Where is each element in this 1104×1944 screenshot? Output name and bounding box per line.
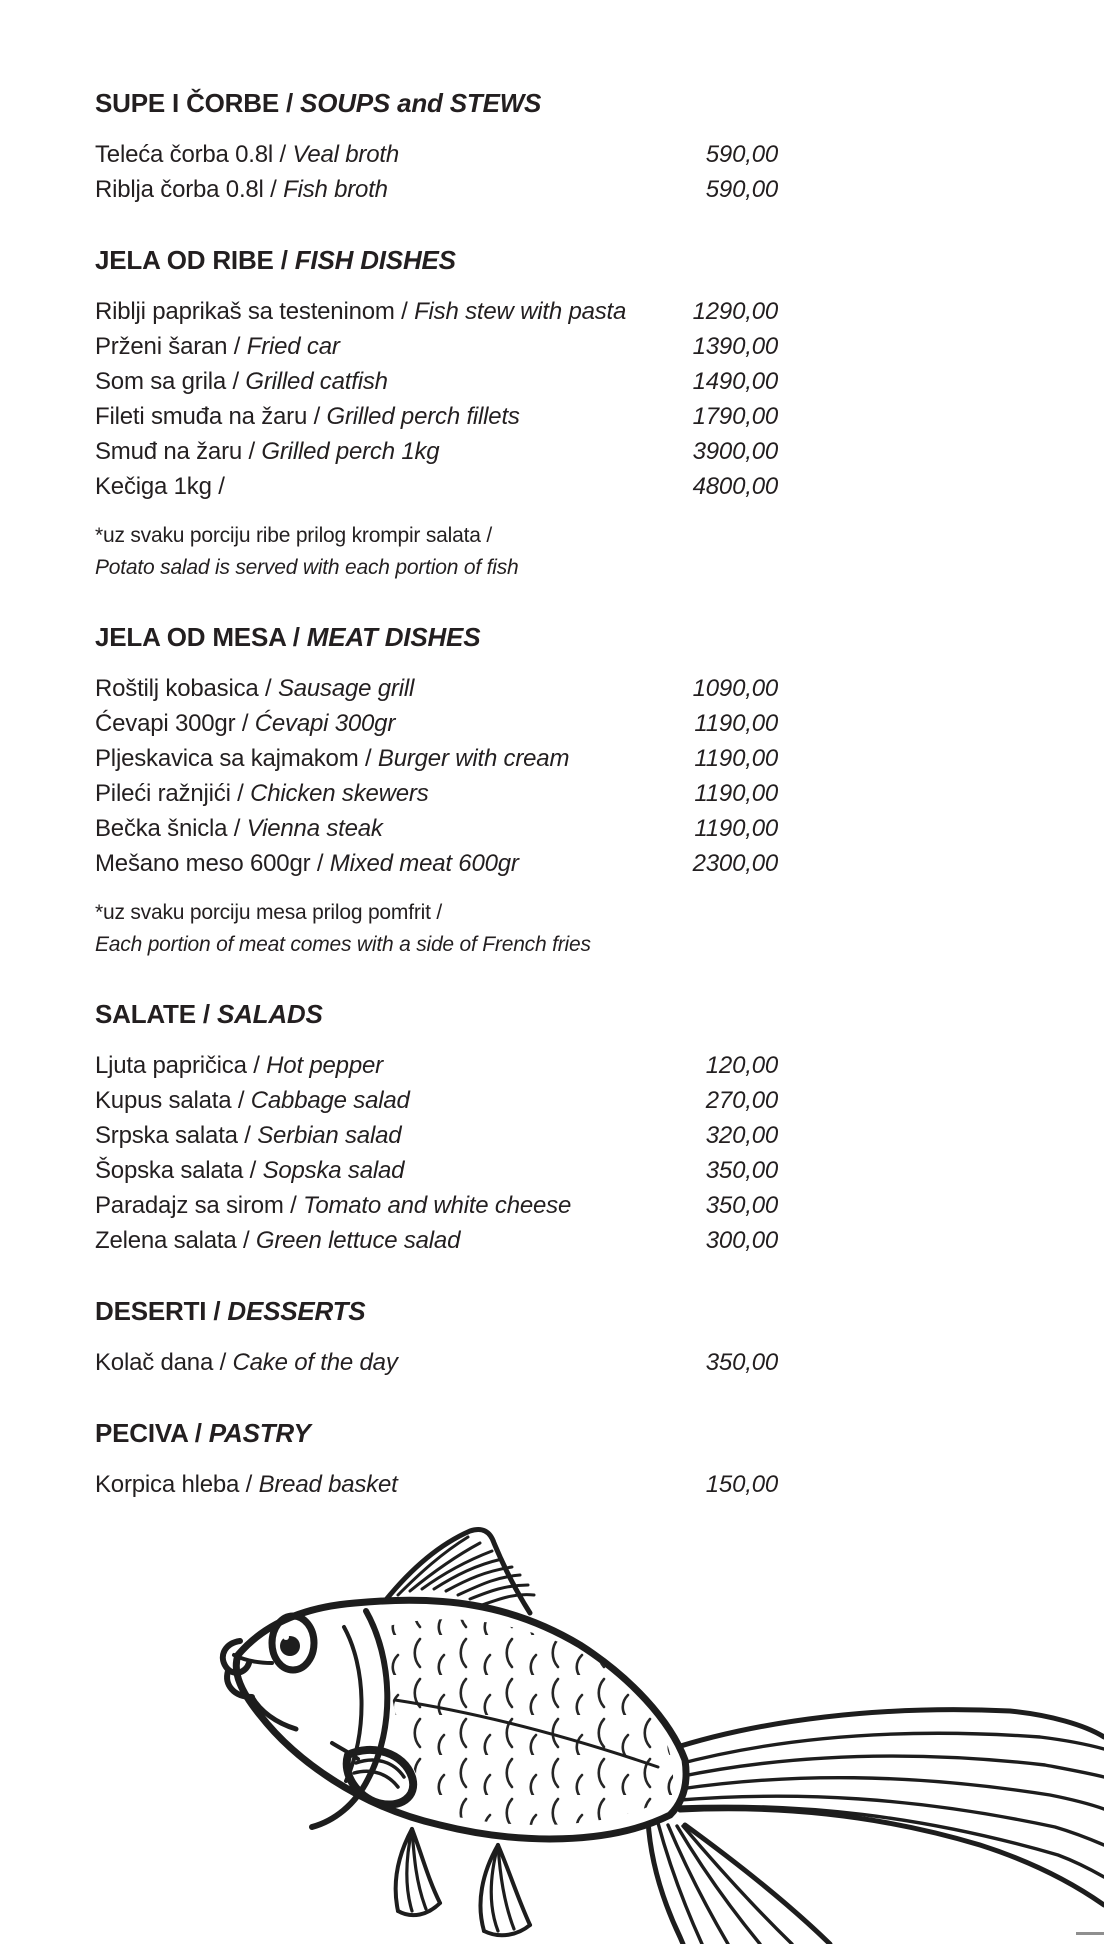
title-separator: /: [278, 88, 301, 118]
section-items: [95, 1345, 778, 1380]
menu-item-name: [95, 364, 666, 399]
section-title-english: PASTRY: [208, 1418, 311, 1448]
menu-item-name: [95, 811, 666, 846]
item-separator: /: [394, 298, 415, 325]
item-separator: /: [227, 815, 247, 842]
note-serbian: *uz svaku porciju ribe prilog krompir salata /: [95, 524, 492, 547]
item-separator: /: [273, 141, 293, 168]
item-name-english: Vienna steak: [246, 815, 383, 842]
menu-item-price: 350,00: [705, 1157, 778, 1184]
item-separator: /: [236, 1227, 256, 1254]
menu-item-price: 320,00: [705, 1122, 778, 1149]
item-separator: /: [239, 1471, 259, 1498]
item-separator: /: [263, 176, 284, 203]
menu-section: [95, 86, 778, 207]
menu-item-row: [95, 706, 778, 741]
menu-item-price: 1190,00: [694, 780, 778, 807]
item-name-serbian: Roštilj kobasica: [95, 675, 259, 702]
item-separator: /: [246, 1052, 267, 1079]
menu-item-price: 120,00: [705, 1052, 778, 1079]
menu-item-name: [95, 1188, 666, 1223]
item-separator: /: [243, 1157, 263, 1184]
menu-item-price: 4800,00: [692, 473, 778, 500]
section-title: [95, 620, 778, 654]
item-name-english: Tomato and white cheese: [303, 1192, 572, 1219]
menu-section: [95, 620, 778, 961]
menu-item-name: [95, 1345, 666, 1380]
menu-item-price: 1490,00: [692, 368, 778, 395]
menu-item-name: [95, 434, 666, 469]
section-title-serbian: JELA OD RIBE: [95, 245, 274, 275]
item-name-serbian: Ćevapi 300gr: [95, 710, 236, 737]
section-title-serbian: JELA OD MESA: [95, 622, 286, 652]
item-name-english: Green lettuce salad: [255, 1227, 461, 1254]
menu-item-price: 1790,00: [692, 403, 778, 430]
item-name-english: Bread basket: [258, 1471, 398, 1498]
fish-line-art-svg: [180, 1515, 1104, 1944]
menu-item-name: [95, 741, 666, 776]
item-name-english: Fish stew with pasta: [414, 298, 627, 325]
menu-item-name: [95, 294, 666, 329]
menu-item-row: [95, 811, 778, 846]
item-separator: /: [242, 438, 262, 465]
menu-item-name: [95, 706, 666, 741]
note-english: Each portion of meat comes with a side of French fries: [95, 933, 591, 956]
menu-item-row: [95, 1223, 778, 1258]
section-title: [95, 1294, 778, 1328]
menu-item-row: [95, 846, 778, 881]
title-separator: /: [195, 999, 217, 1029]
note-serbian: *uz svaku porciju mesa prilog pomfrit /: [95, 901, 443, 924]
item-name-english: Grilled perch 1kg: [261, 438, 440, 465]
section-note: [95, 897, 778, 961]
section-items: [95, 137, 778, 207]
menu-item-row: [95, 172, 778, 207]
menu-item-name: [95, 1048, 666, 1083]
menu-item-name: [95, 1223, 666, 1258]
section-title-serbian: PECIVA: [95, 1418, 188, 1448]
item-name-serbian: Mešano meso 600gr: [95, 850, 311, 877]
note-english: Potato salad is served with each portion of fish: [95, 556, 519, 579]
section-note: [95, 520, 778, 584]
menu-item-price: 150,00: [705, 1471, 778, 1498]
item-name-serbian: Teleća čorba 0.8l: [95, 141, 274, 168]
menu-section: [95, 1416, 778, 1502]
menu-item-name: [95, 469, 666, 504]
item-name-english: Sausage grill: [277, 675, 415, 702]
item-name-english: Sopska salad: [262, 1157, 405, 1184]
item-name-serbian: Zelena salata: [95, 1227, 237, 1254]
section-title-english: SOUPS and STEWS: [300, 88, 542, 118]
menu-item-row: [95, 1118, 778, 1153]
title-separator: /: [206, 1296, 228, 1326]
menu-item-name: [95, 137, 666, 172]
item-name-english: Chicken skewers: [250, 780, 429, 807]
fish-illustration: [180, 1515, 1104, 1944]
section-items: [95, 1467, 778, 1502]
item-name-english: Fish broth: [283, 176, 388, 203]
section-title-english: SALADS: [216, 999, 323, 1029]
menu-item-name: [95, 1118, 666, 1153]
item-name-english: Hot pepper: [266, 1052, 383, 1079]
item-name-english: Veal broth: [292, 141, 399, 168]
menu-section: [95, 243, 778, 584]
section-title-english: MEAT DISHES: [306, 622, 481, 652]
ventral-fin-front: [396, 1829, 440, 1915]
title-separator: /: [285, 622, 307, 652]
item-name-serbian: Bečka šnicla: [95, 815, 228, 842]
item-name-serbian: Riblja čorba 0.8l: [95, 176, 264, 203]
menu-item-row: [95, 137, 778, 172]
menu-item-row: [95, 1083, 778, 1118]
title-separator: /: [273, 245, 295, 275]
menu: [95, 86, 778, 1502]
menu-item-row: [95, 469, 778, 504]
page-corner-mark: [1076, 1932, 1104, 1935]
menu-item-name: [95, 1083, 666, 1118]
item-name-serbian: Smuđ na žaru: [95, 438, 243, 465]
menu-section: [95, 1294, 778, 1380]
section-title-english: FISH DISHES: [294, 245, 456, 275]
menu-item-price: 1290,00: [692, 298, 778, 325]
item-name-english: Cake of the day: [232, 1349, 398, 1376]
item-separator: /: [358, 745, 378, 772]
section-items: [95, 294, 778, 504]
menu-item-row: [95, 1188, 778, 1223]
item-name-serbian: Pileći ražnjići: [95, 780, 231, 807]
item-name-serbian: Paradajz sa sirom: [95, 1192, 284, 1219]
menu-item-row: [95, 776, 778, 811]
item-name-serbian: Ljuta papričica: [95, 1052, 247, 1079]
item-name-english: Mixed meat 600gr: [329, 850, 519, 877]
menu-item-price: 2300,00: [692, 850, 778, 877]
item-name-english: Burger with cream: [377, 745, 570, 772]
menu-item-price: 1190,00: [694, 745, 778, 772]
section-title: [95, 997, 778, 1031]
section-title: [95, 86, 778, 120]
item-name-serbian: Kečiga 1kg: [95, 473, 212, 500]
menu-item-row: [95, 1048, 778, 1083]
tail-fin-upper: [668, 1710, 1104, 1905]
item-separator: /: [231, 1087, 251, 1114]
menu-item-price: 1390,00: [692, 333, 778, 360]
item-name-serbian: Riblji paprikaš sa testeninom: [95, 298, 395, 325]
section-items: [95, 1048, 778, 1258]
menu-section: [95, 997, 778, 1258]
menu-item-row: [95, 741, 778, 776]
menu-item-price: 590,00: [705, 176, 778, 203]
tail-fin-lower: [648, 1820, 830, 1944]
menu-item-name: [95, 846, 666, 881]
item-name-serbian: Srpska salata: [95, 1122, 238, 1149]
item-separator: /: [283, 1192, 304, 1219]
menu-item-row: [95, 364, 778, 399]
menu-item-price: 350,00: [705, 1349, 778, 1376]
menu-item-row: [95, 399, 778, 434]
menu-item-row: [95, 329, 778, 364]
item-name-english: Grilled perch fillets: [326, 403, 520, 430]
item-separator: /: [227, 333, 247, 360]
menu-item-name: [95, 671, 666, 706]
item-separator: /: [237, 1122, 258, 1149]
item-separator: /: [258, 675, 278, 702]
item-name-english: Ćevapi 300gr: [254, 710, 396, 737]
item-separator: /: [230, 780, 251, 807]
menu-item-price: 350,00: [705, 1192, 778, 1219]
item-separator: /: [235, 710, 255, 737]
item-name-serbian: Šopska salata: [95, 1157, 244, 1184]
menu-item-row: [95, 1467, 778, 1502]
section-title-serbian: SUPE I ČORBE: [95, 88, 279, 118]
menu-item-price: 270,00: [705, 1087, 778, 1114]
section-title-serbian: SALATE: [95, 999, 196, 1029]
menu-item-name: [95, 1153, 666, 1188]
menu-item-name: [95, 172, 666, 207]
item-name-serbian: Kolač dana: [95, 1349, 214, 1376]
item-name-serbian: Kupus salata: [95, 1087, 232, 1114]
section-title: [95, 1416, 778, 1450]
item-separator: /: [213, 1349, 233, 1376]
item-separator: /: [211, 473, 225, 500]
item-name-serbian: Som sa grila: [95, 368, 226, 395]
menu-item-name: [95, 329, 666, 364]
menu-item-name: [95, 399, 666, 434]
menu-item-row: [95, 434, 778, 469]
section-title-serbian: DESERTI: [95, 1296, 207, 1326]
section-title-english: DESSERTS: [227, 1296, 366, 1326]
menu-item-row: [95, 1345, 778, 1380]
ventral-fin-rear: [480, 1845, 530, 1935]
menu-item-row: [95, 294, 778, 329]
menu-item-price: 3900,00: [692, 438, 778, 465]
menu-item-price: 1190,00: [694, 815, 778, 842]
menu-item-name: [95, 1467, 666, 1502]
item-name-english: Grilled catfish: [245, 368, 388, 395]
item-name-serbian: Prženi šaran: [95, 333, 228, 360]
menu-item-row: [95, 671, 778, 706]
item-name-serbian: Korpica hleba: [95, 1471, 240, 1498]
menu-item-name: [95, 776, 666, 811]
item-name-english: Fried car: [246, 333, 340, 360]
item-name-serbian: Fileti smuđa na žaru: [95, 403, 308, 430]
menu-item-price: 1190,00: [694, 710, 778, 737]
title-separator: /: [187, 1418, 209, 1448]
item-name-english: Cabbage salad: [250, 1087, 410, 1114]
item-separator: /: [310, 850, 330, 877]
section-items: [95, 671, 778, 881]
item-name-english: Serbian salad: [257, 1122, 402, 1149]
menu-item-row: [95, 1153, 778, 1188]
item-name-serbian: Pljeskavica sa kajmakom: [95, 745, 359, 772]
menu-item-price: 300,00: [705, 1227, 778, 1254]
section-title: [95, 243, 778, 277]
menu-item-price: 1090,00: [692, 675, 778, 702]
menu-item-price: 590,00: [705, 141, 778, 168]
item-separator: /: [225, 368, 246, 395]
item-separator: /: [307, 403, 327, 430]
